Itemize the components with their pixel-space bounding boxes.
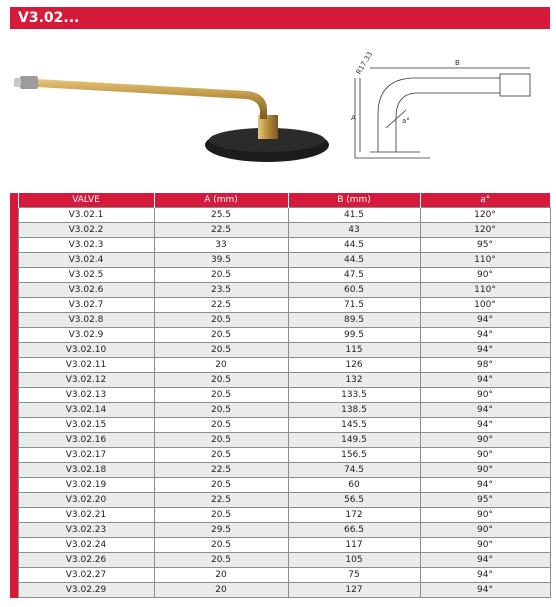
table-row [10, 208, 550, 223]
row-accent [10, 238, 18, 253]
cell-b: 105 [288, 553, 420, 568]
header-a: A (mm) [154, 193, 288, 208]
cell-valve: V3.02.5 [18, 268, 154, 283]
cell-valve: V3.02.4 [18, 253, 154, 268]
cell-b: 156.5 [288, 448, 420, 463]
cell-a: 39.5 [154, 253, 288, 268]
cell-a: 25.5 [154, 208, 288, 223]
technical-drawing [350, 48, 546, 170]
row-accent [10, 463, 18, 478]
cell-b: 115 [288, 343, 420, 358]
row-accent [10, 253, 18, 268]
valve-photo [12, 55, 342, 165]
row-accent [10, 553, 18, 568]
cell-b: 44.5 [288, 253, 420, 268]
header-valve: VALVE [18, 193, 154, 208]
cell-a: 20.5 [154, 478, 288, 493]
cell-angle: 90° [420, 523, 550, 538]
cell-valve: V3.02.29 [18, 583, 154, 598]
cell-b: 138.5 [288, 403, 420, 418]
cell-b: 99.5 [288, 328, 420, 343]
cell-valve: V3.02.1 [18, 208, 154, 223]
table-row [10, 253, 550, 268]
table-row [10, 388, 550, 403]
cell-valve: V3.02.24 [18, 538, 154, 553]
row-accent [10, 223, 18, 238]
row-accent [10, 328, 18, 343]
row-accent [10, 313, 18, 328]
cell-a: 22.5 [154, 493, 288, 508]
cell-a: 20.5 [154, 403, 288, 418]
cell-b: 44.5 [288, 238, 420, 253]
cell-b: 132 [288, 373, 420, 388]
cell-angle: 90° [420, 388, 550, 403]
cell-valve: V3.02.8 [18, 313, 154, 328]
cell-angle: 94° [420, 403, 550, 418]
row-accent [10, 568, 18, 583]
cell-angle: 120° [420, 223, 550, 238]
page-title: V3.02... [10, 7, 550, 29]
cell-valve: V3.02.17 [18, 448, 154, 463]
table-row [10, 343, 550, 358]
row-accent [10, 493, 18, 508]
cell-a: 20.5 [154, 268, 288, 283]
row-accent [10, 433, 18, 448]
cell-valve: V3.02.9 [18, 328, 154, 343]
table-row [10, 283, 550, 298]
cell-b: 71.5 [288, 298, 420, 313]
row-accent [10, 448, 18, 463]
cell-angle: 90° [420, 538, 550, 553]
cell-valve: V3.02.23 [18, 523, 154, 538]
table-row [10, 538, 550, 553]
cell-angle: 90° [420, 448, 550, 463]
cell-angle: 95° [420, 238, 550, 253]
cell-angle: 100° [420, 298, 550, 313]
cell-a: 20.5 [154, 388, 288, 403]
drawing-label-a: A [351, 114, 356, 122]
cell-a: 20.5 [154, 373, 288, 388]
drawing-label-angle: a° [402, 117, 410, 125]
row-accent [10, 478, 18, 493]
cell-valve: V3.02.16 [18, 433, 154, 448]
cell-a: 20.5 [154, 433, 288, 448]
cell-a: 20.5 [154, 553, 288, 568]
header-accent [10, 193, 18, 208]
cell-a: 20.5 [154, 538, 288, 553]
cell-b: 117 [288, 538, 420, 553]
table-row [10, 433, 550, 448]
cell-angle: 90° [420, 508, 550, 523]
cell-a: 20 [154, 568, 288, 583]
table-row [10, 508, 550, 523]
cell-a: 22.5 [154, 463, 288, 478]
row-accent [10, 523, 18, 538]
cell-valve: V3.02.26 [18, 553, 154, 568]
cell-angle: 94° [420, 583, 550, 598]
cell-a: 20.5 [154, 448, 288, 463]
valve-spec-table [10, 193, 551, 598]
table-row [10, 328, 550, 343]
cell-b: 41.5 [288, 208, 420, 223]
cell-a: 20.5 [154, 418, 288, 433]
cell-valve: V3.02.6 [18, 283, 154, 298]
table-header-row [10, 193, 550, 208]
cell-b: 60 [288, 478, 420, 493]
cell-b: 47.5 [288, 268, 420, 283]
cell-valve: V3.02.19 [18, 478, 154, 493]
cell-angle: 110° [420, 253, 550, 268]
cell-b: 66.5 [288, 523, 420, 538]
cell-valve: V3.02.2 [18, 223, 154, 238]
table-row [10, 583, 550, 598]
cell-b: 75 [288, 568, 420, 583]
cell-valve: V3.02.13 [18, 388, 154, 403]
table-row [10, 373, 550, 388]
cell-a: 20.5 [154, 313, 288, 328]
cell-valve: V3.02.18 [18, 463, 154, 478]
table-row [10, 478, 550, 493]
cell-angle: 94° [420, 328, 550, 343]
cell-b: 172 [288, 508, 420, 523]
cell-b: 74.5 [288, 463, 420, 478]
row-accent [10, 268, 18, 283]
table-row [10, 463, 550, 478]
cell-valve: V3.02.3 [18, 238, 154, 253]
row-accent [10, 403, 18, 418]
table-body [10, 208, 550, 598]
table-row [10, 568, 550, 583]
cell-b: 149.5 [288, 433, 420, 448]
header-angle: a° [420, 193, 550, 208]
cell-angle: 120° [420, 208, 550, 223]
table-row [10, 358, 550, 373]
row-accent [10, 538, 18, 553]
cell-a: 20 [154, 358, 288, 373]
cell-b: 126 [288, 358, 420, 373]
cell-a: 20.5 [154, 508, 288, 523]
row-accent [10, 373, 18, 388]
cell-angle: 94° [420, 418, 550, 433]
table-row [10, 493, 550, 508]
cell-valve: V3.02.21 [18, 508, 154, 523]
drawing-label-r: R17.33 [354, 50, 375, 76]
cell-b: 89.5 [288, 313, 420, 328]
drawing-label-b: B [455, 59, 460, 67]
cell-angle: 110° [420, 283, 550, 298]
table-row [10, 223, 550, 238]
cell-angle: 94° [420, 373, 550, 388]
row-accent [10, 298, 18, 313]
table-row [10, 313, 550, 328]
table-row [10, 403, 550, 418]
row-accent [10, 388, 18, 403]
cell-a: 20 [154, 583, 288, 598]
row-accent [10, 343, 18, 358]
table-row [10, 298, 550, 313]
cell-angle: 94° [420, 568, 550, 583]
table-row [10, 238, 550, 253]
row-accent [10, 358, 18, 373]
cell-a: 20.5 [154, 328, 288, 343]
row-accent [10, 208, 18, 223]
cell-a: 22.5 [154, 298, 288, 313]
row-accent [10, 508, 18, 523]
cell-b: 60.5 [288, 283, 420, 298]
cell-valve: V3.02.11 [18, 358, 154, 373]
table-row [10, 553, 550, 568]
cell-angle: 90° [420, 433, 550, 448]
row-accent [10, 583, 18, 598]
cell-valve: V3.02.27 [18, 568, 154, 583]
cell-valve: V3.02.14 [18, 403, 154, 418]
cell-a: 22.5 [154, 223, 288, 238]
table-row [10, 268, 550, 283]
cell-a: 20.5 [154, 343, 288, 358]
cell-b: 133.5 [288, 388, 420, 403]
cell-b: 145.5 [288, 418, 420, 433]
cell-b: 56.5 [288, 493, 420, 508]
cell-angle: 94° [420, 553, 550, 568]
cell-valve: V3.02.15 [18, 418, 154, 433]
cell-angle: 94° [420, 478, 550, 493]
cell-valve: V3.02.10 [18, 343, 154, 358]
cell-a: 29.5 [154, 523, 288, 538]
cell-valve: V3.02.12 [18, 373, 154, 388]
cell-angle: 95° [420, 493, 550, 508]
table-row [10, 418, 550, 433]
cell-valve: V3.02.20 [18, 493, 154, 508]
cell-angle: 98° [420, 358, 550, 373]
cell-angle: 94° [420, 343, 550, 358]
table-row [10, 523, 550, 538]
cell-a: 23.5 [154, 283, 288, 298]
cell-a: 33 [154, 238, 288, 253]
cell-valve: V3.02.7 [18, 298, 154, 313]
cell-angle: 90° [420, 463, 550, 478]
row-accent [10, 418, 18, 433]
cell-b: 43 [288, 223, 420, 238]
cell-angle: 90° [420, 268, 550, 283]
cell-angle: 94° [420, 313, 550, 328]
row-accent [10, 283, 18, 298]
header-b: B (mm) [288, 193, 420, 208]
table-row [10, 448, 550, 463]
cell-b: 127 [288, 583, 420, 598]
